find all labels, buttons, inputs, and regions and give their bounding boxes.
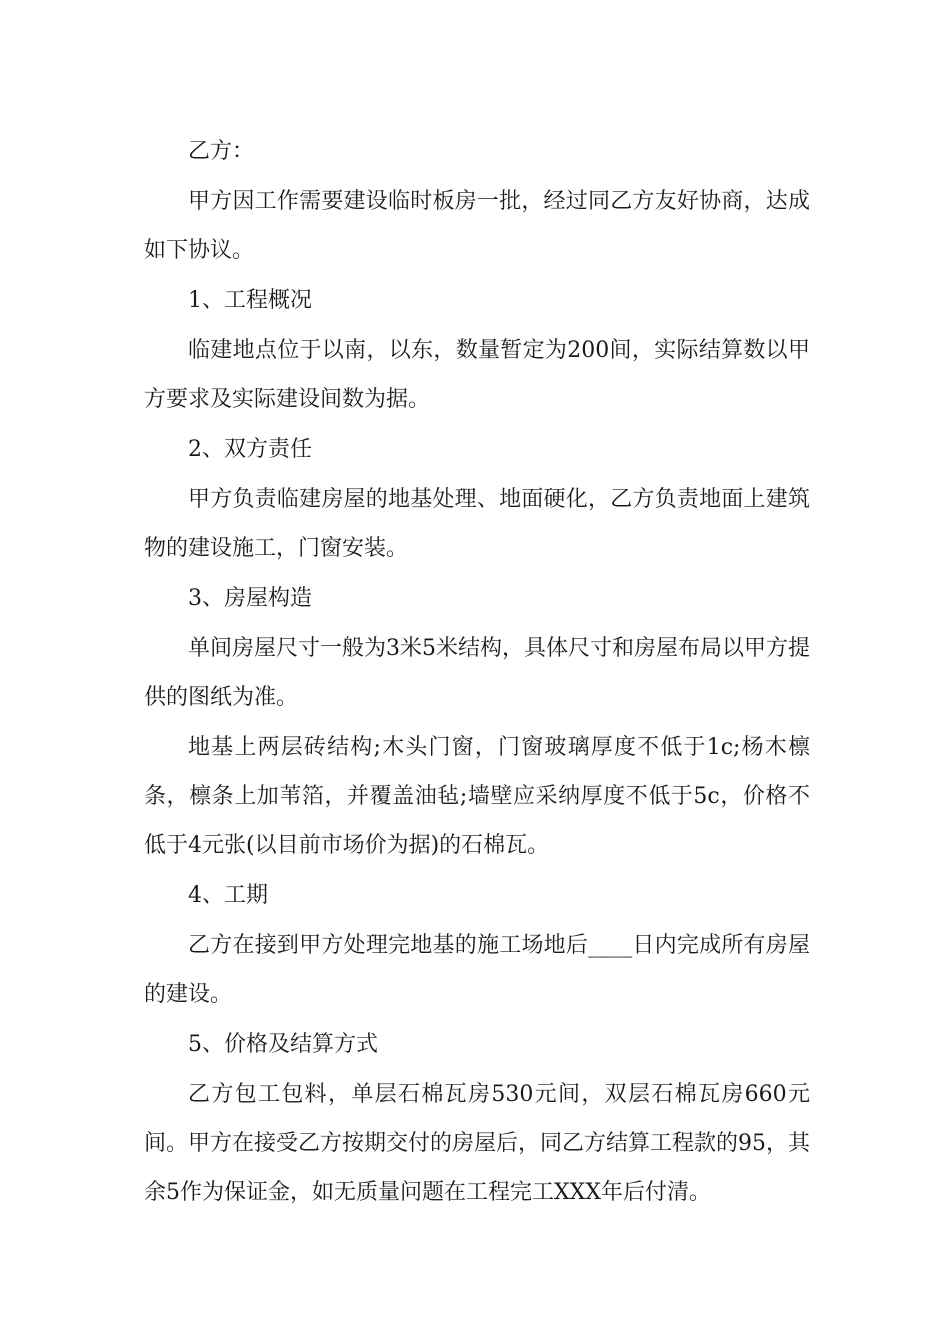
intro-paragraph: 甲方因工作需要建设临时板房一批，经过同乙方友好协商，达成如下协议。 bbox=[144, 189, 810, 263]
construction-paragraph-size: 单间房屋尺寸一般为3米5米结构，具体尺寸和房屋布局以甲方提供的图纸为准。 bbox=[144, 636, 810, 710]
section-heading-construction: 3、房屋构造 bbox=[188, 586, 312, 611]
section-heading-responsibilities: 2、双方责任 bbox=[188, 437, 312, 462]
schedule-paragraph: 乙方在接到甲方处理完地基的施工场地后____日内完成所有房屋的建设。 bbox=[144, 933, 810, 1007]
construction-paragraph-materials: 地基上两层砖结构;木头门窗，门窗玻璃厚度不低于1c;杨木檩条，檩条上加苇箔，并覆盖油毡;墙壁应采纳厚度不低于5c，价格不低于4元张(以目前市场价为据)的石棉瓦。 bbox=[144, 735, 810, 858]
section-heading-price-settlement: 5、价格及结算方式 bbox=[188, 1032, 378, 1057]
project-overview-paragraph: 临建地点位于以南，以东，数量暂定为200间，实际结算数以甲方要求及实际建设间数为据。 bbox=[144, 338, 810, 412]
document-body bbox=[144, 127, 810, 1218]
section-heading-schedule: 4、工期 bbox=[188, 883, 268, 908]
responsibilities-paragraph: 甲方负责临建房屋的地基处理、地面硬化，乙方负责地面上建筑物的建设施工，门窗安装。 bbox=[144, 487, 810, 561]
party-b-line: 乙方： bbox=[188, 139, 255, 164]
price-settlement-paragraph: 乙方包工包料，单层石棉瓦房530元间，双层石棉瓦房660元间。甲方在接受乙方按期交付的房屋后，同乙方结算工程款的95，其余5作为保证金，如无质量问题在工程完工XXX年后付清。 bbox=[144, 1082, 810, 1205]
section-heading-project-overview: 1、工程概况 bbox=[188, 288, 312, 313]
